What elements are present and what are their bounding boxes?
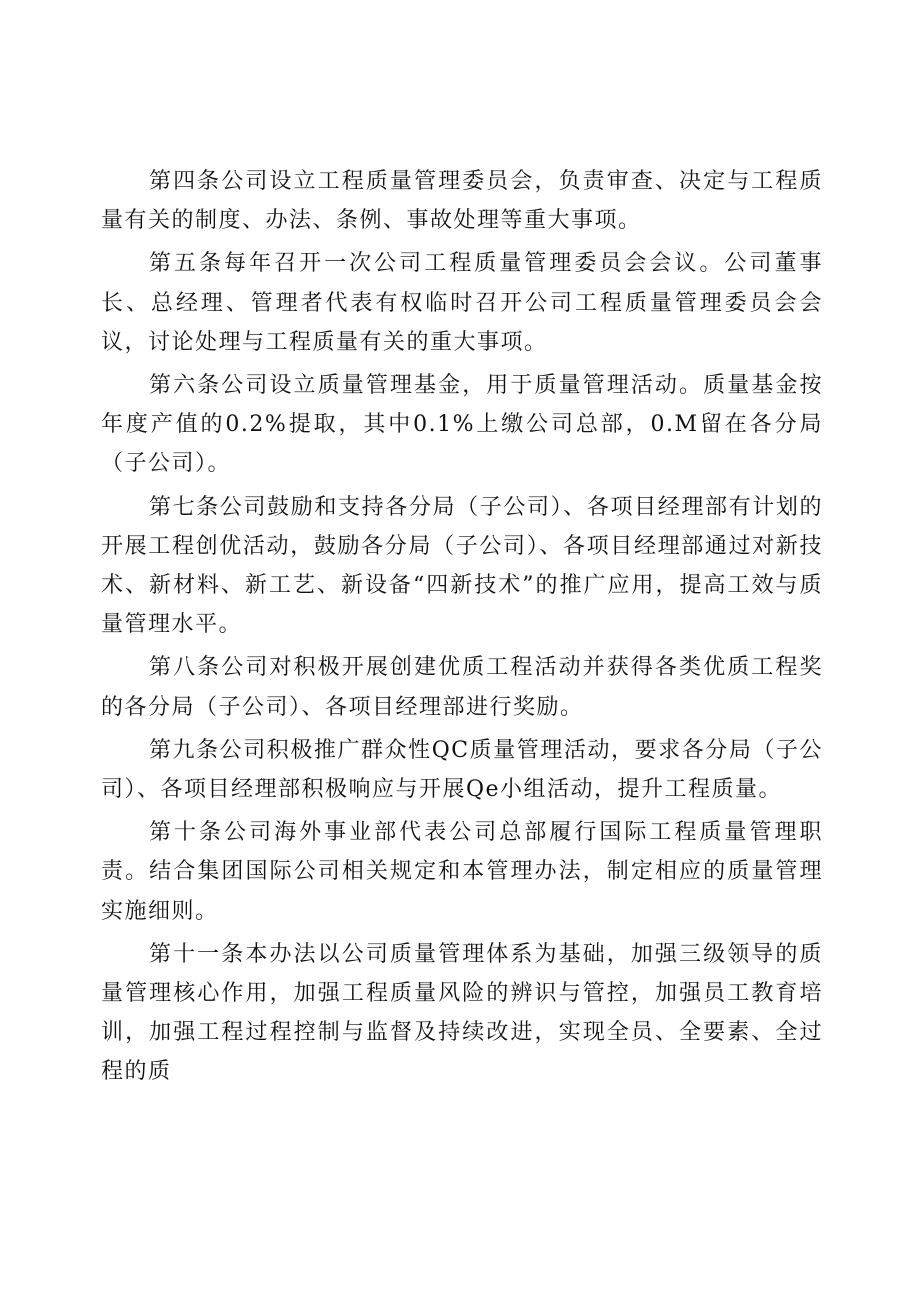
article-6-paragraph: 第六条公司设立质量管理基金，用于质量管理活动。质量基金按年度产值的0.2%提取，其中0.1%上缴公司总部，0.M留在各分局（子公司）。 [101,373,823,477]
article-9-paragraph: 第九条公司积极推广群众性QC质量管理活动，要求各分局（子公司）、各项目经理部积极响应与开展Qe小组活动，提升工程质量。 [101,737,823,803]
article-5-paragraph: 第五条每年召开一次公司工程质量管理委员会会议。公司董事长、总经理、管理者代表有权临时召开公司工程质量管理委员会会议，讨论处理与工程质量有关的重大事项。 [101,251,823,355]
document-body [101,162,823,1096]
article-8-paragraph: 第八条公司对积极开展创建优质工程活动并获得各类优质工程奖的各分局（子公司）、各项目经理部进行奖励。 [101,655,823,720]
article-4-paragraph: 第四条公司设立工程质量管理委员会，负责审查、决定与工程质量有关的制度、办法、条例、事故处理等重大事项。 [101,169,823,234]
article-11-paragraph: 第十一条本办法以公司质量管理体系为基础，加强三级领导的质量管理核心作用，加强工程质量风险的辨识与管控，加强员工教育培训，加强工程过程控制与监督及持续改进，实现全员、全要素、全过程的质 [101,941,823,1085]
article-10-paragraph: 第十条公司海外事业部代表公司总部履行国际工程质量管理职责。结合集团国际公司相关规定和本管理办法，制定相应的质量管理实施细则。 [101,820,823,924]
article-7-paragraph: 第七条公司鼓励和支持各分局（子公司）、各项目经理部有计划的开展工程创优活动，鼓励各分局（子公司）、各项目经理部通过对新技术、新材料、新工艺、新设备“四新技术”的推广应用，提高工效与质量管理水平。 [101,494,823,638]
